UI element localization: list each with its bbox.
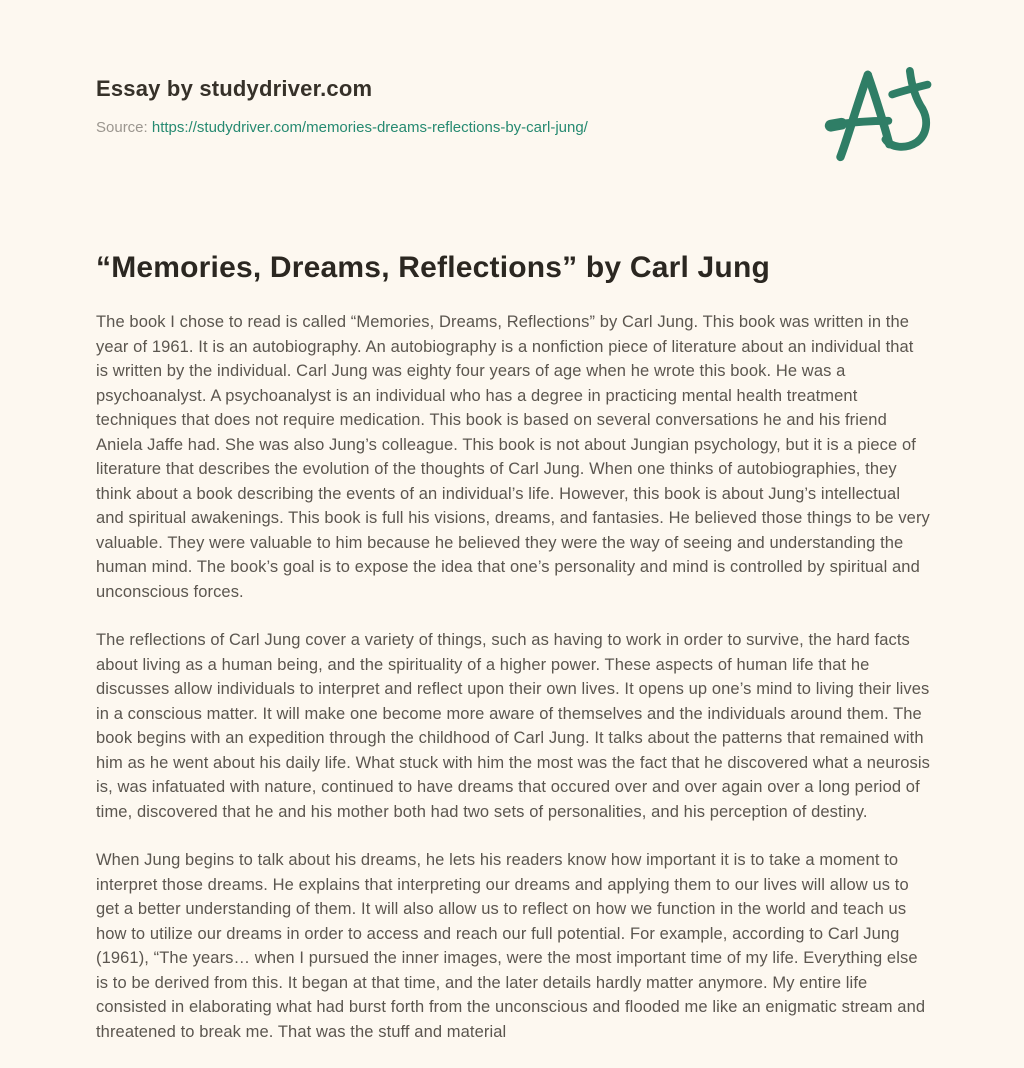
source-link[interactable]: https://studydriver.com/memories-dreams-reflections-by-carl-jung/ [151,119,588,136]
logo-a-crossbar [833,121,889,125]
page-header [96,76,796,136]
source-label: Source: [96,119,148,136]
logo-a-right-stroke [868,75,890,144]
essay-paragraph-3: When Jung begins to talk about his dreams, he lets his readers know how important it is to take a moment to interpret those dreams. He explains that interpreting our dreams and applying them to our lives will allow us to get a better understanding of them. It will also allow us to reflect on how we function in the world and teach us how to utilize our dreams in order to access and reach our full potential. For example, according to Carl Jung (1961), “The years… when I pursued the inner images, were the most important time of my life. Everything else is to be derived from this. It began at that time, and the later details hardly matter anymore. My entire life consisted in elaborating what had burst forth from the unconscious and flooded me like an enigmatic stream and threatened to break me. That was the stuff and material [96,851,926,1041]
source-line [96,119,796,136]
essay-paragraph-2: The reflections of Carl Jung cover a variety of things, such as having to work in order to survive, the hard facts about living as a human being, and the spirituality of a higher power. These aspects of human life that he discusses allow individuals to interpret and reflect upon their own lives. It opens up one’s mind to living their lives in a conscious matter. It will make one become more aware of themselves and the individuals around them. The book begins with an expedition through the childhood of Carl Jung. It talks about the patterns that remained with him as he went about his daily life. What stuck with him the most was the fact that he discovered what a neurosis is, was infatuated with nature, continued to have dreams that occured over and over again over a long period of time, discovered that he and his mother both had two sets of personalities, and his perception of destiny. [96,631,930,821]
logo-plus-j-swoosh [885,71,926,147]
a-plus-logo-icon [816,58,948,166]
essay-content [96,251,930,1068]
studydriver-logo [816,58,948,166]
essay-title: “Memories, Dreams, Reflections” by Carl Jung [96,251,771,284]
essay-paragraph-1: The book I chose to read is called “Memories, Dreams, Reflections” by Carl Jung. This book was written in the year of 1961. It is an autobiography. An autobiography is a nonfiction piece of literature about an individual that is written by the individual. Carl Jung was eighty four years of age when he wrote this book. He was a psychoanalyst. A psychoanalyst is an individual who has a degree in practicing mental health treatment techniques that does not require medication. This book is based on several conversations he and his friend Aniela Jaffe had. She was also Jung’s colleague. This book is not about Jungian psychology, but it is a piece of literature that describes the evolution of the thoughts of Carl Jung. When one thinks of autobiographies, they think about a book describing the events of an individual’s life. However, this book is about Jung’s intellectual and spiritual awakenings. This book is full his visions, dreams, and fantasies. He believed those things to be very valuable. They were valuable to him because he believed they were the way of seeing and understanding the human mind. The book’s goal is to expose the idea that one’s personality and mind is controlled by spiritual and unconscious forces. [96,313,930,601]
logo-a-left-stroke [840,75,867,157]
header-title: Essay by studydriver.com [96,76,373,101]
